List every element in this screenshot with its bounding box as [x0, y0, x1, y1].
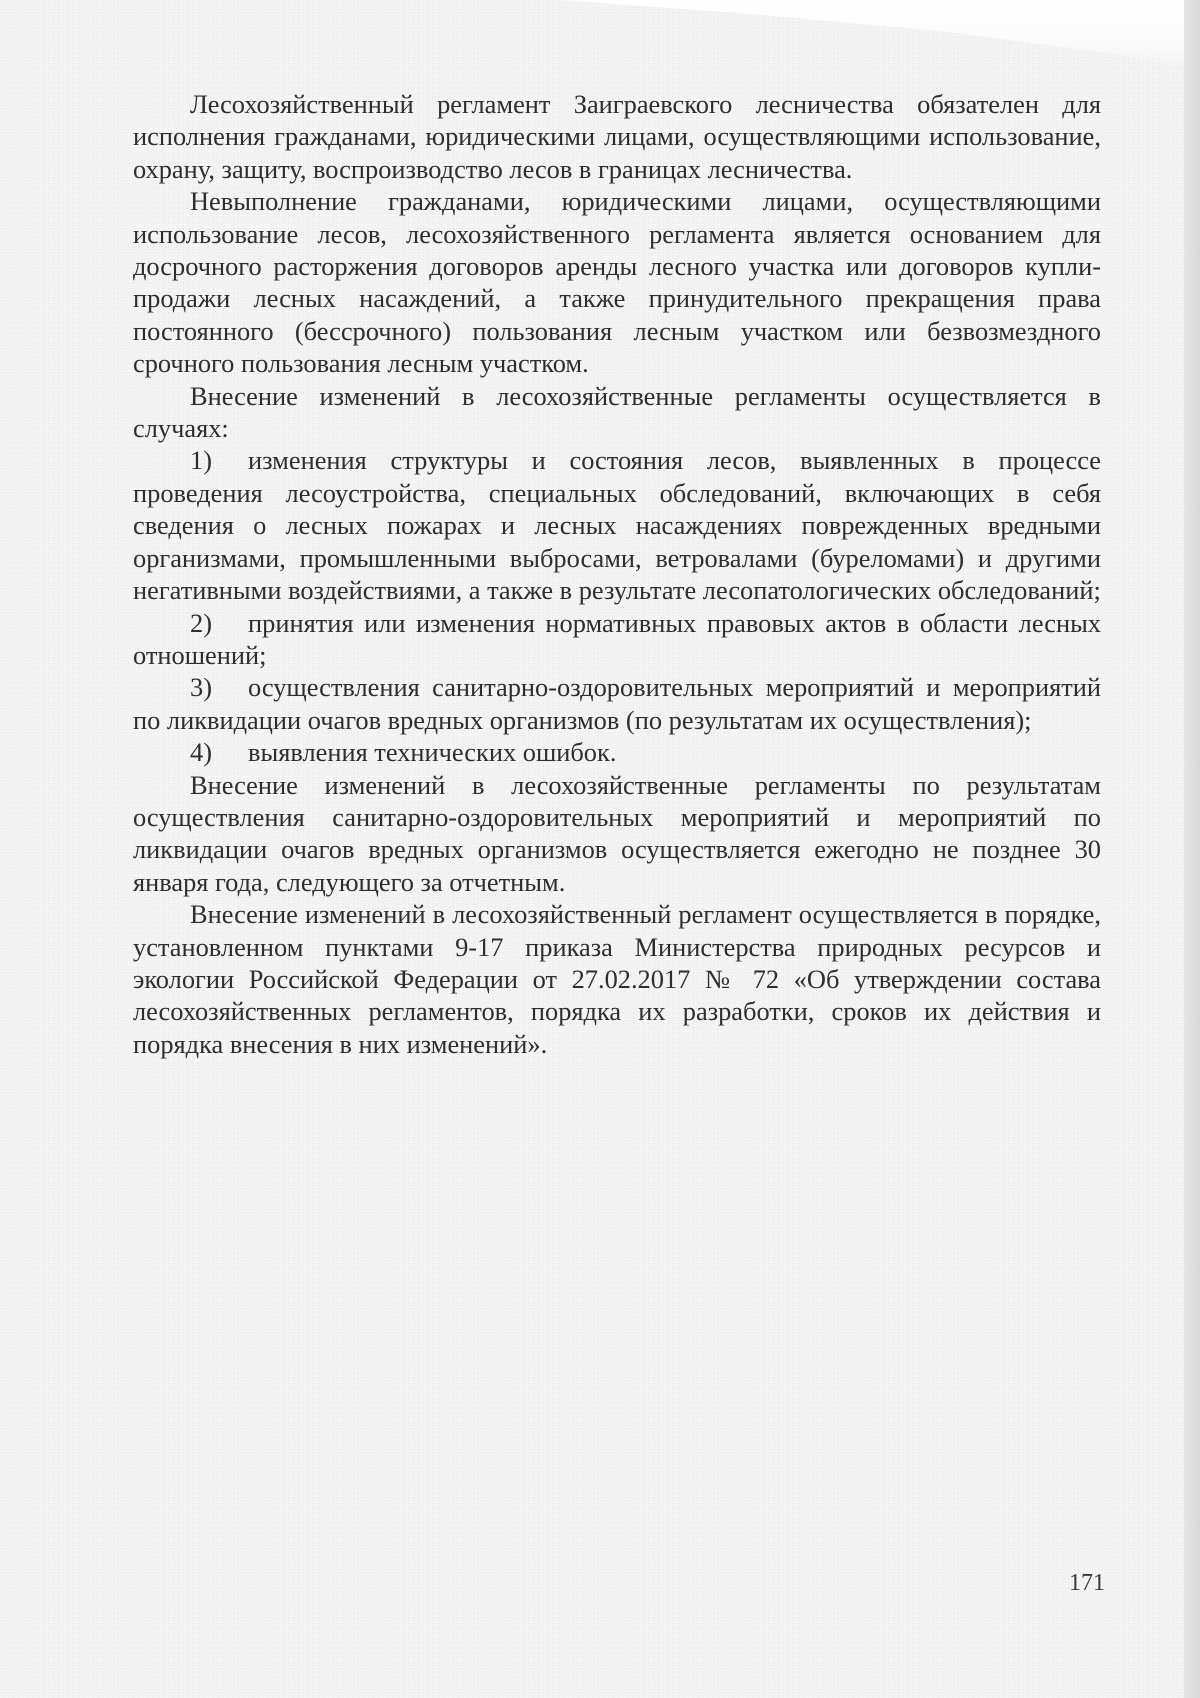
list-item-text: выявления технических ошибок. [248, 737, 617, 768]
list-item [133, 607, 1101, 672]
paragraph-amendment-cases: Внесение изменений в лесохозяйственные регламенты осуществляется в случаях: [133, 380, 1101, 444]
document-body [133, 88, 1101, 1060]
paragraph-amendment-procedure: Внесение изменений в лесохозяйственный регламент осуществляется в порядке, установленном пунктами 9-17 приказа Министерства природных ресурсов и экологии Российской Федерации от 27.02.2017 № 72 «Об утверждении состава лесохозяйственных регламентов, порядка их разработки, сроков их действия и порядка внесения в них изменений». [133, 899, 1101, 1059]
page-right-edge [1184, 0, 1200, 1698]
list-item-text: осуществления санитарно-оздоровительных мероприятий и мероприятий по ликвидации очагов вредных организмов (по результатам их осуществления); [133, 672, 1101, 735]
list-item-number: 2) [190, 607, 212, 638]
list-item-number: 1) [190, 445, 212, 476]
paragraph-non-compliance: Невыполнение гражданами, юридическими лицами, осуществляющими использование лесов, лесохозяйственного регламента является основанием для досрочного расторжения договоров аренды лесного участка или договоров купли-продажи лесных насаждений, а также принудительного прекращения права постоянного (бессрочного) пользования лесным участком или безвозмездного срочного пользования лесным участком. [133, 186, 1101, 379]
list-item-text: принятия или изменения нормативных правовых актов в области лесных отношений; [133, 607, 1101, 670]
page-top-curl [560, 0, 1200, 70]
list-item [133, 444, 1101, 606]
list-item-text: изменения структуры и состояния лесов, выявленных в процессе проведения лесоустройства, специальных обследований, включающих в себя сведения о лесных пожарах и лесных насаждениях поврежденных вредными организмами, промышленными выбросами, ветровалами (буреломами) и другими негативными воздействиями, а также в результате лесопатологических обследований; [133, 445, 1101, 606]
page-number: 171 [1069, 1570, 1105, 1596]
list-item [133, 671, 1101, 736]
list-item-number: 3) [190, 672, 212, 703]
paragraph-obligation: Лесохозяйственный регламент Заиграевского лесничества обязателен для исполнения гражданами, юридическими лицами, осуществляющими использование, охрану, защиту, воспроизводство лесов в границах лесничества. [133, 89, 1101, 184]
list-item [133, 736, 1101, 768]
paragraph-annual-amendment: Внесение изменений в лесохозяйственные регламенты по результатам осуществления санитарно-оздоровительных мероприятий и мероприятий по ликвидации очагов вредных организмов осуществляется ежегодно не позднее 30 января года, следующего за отчетным. [133, 769, 1101, 897]
list-item-number: 4) [190, 737, 212, 768]
